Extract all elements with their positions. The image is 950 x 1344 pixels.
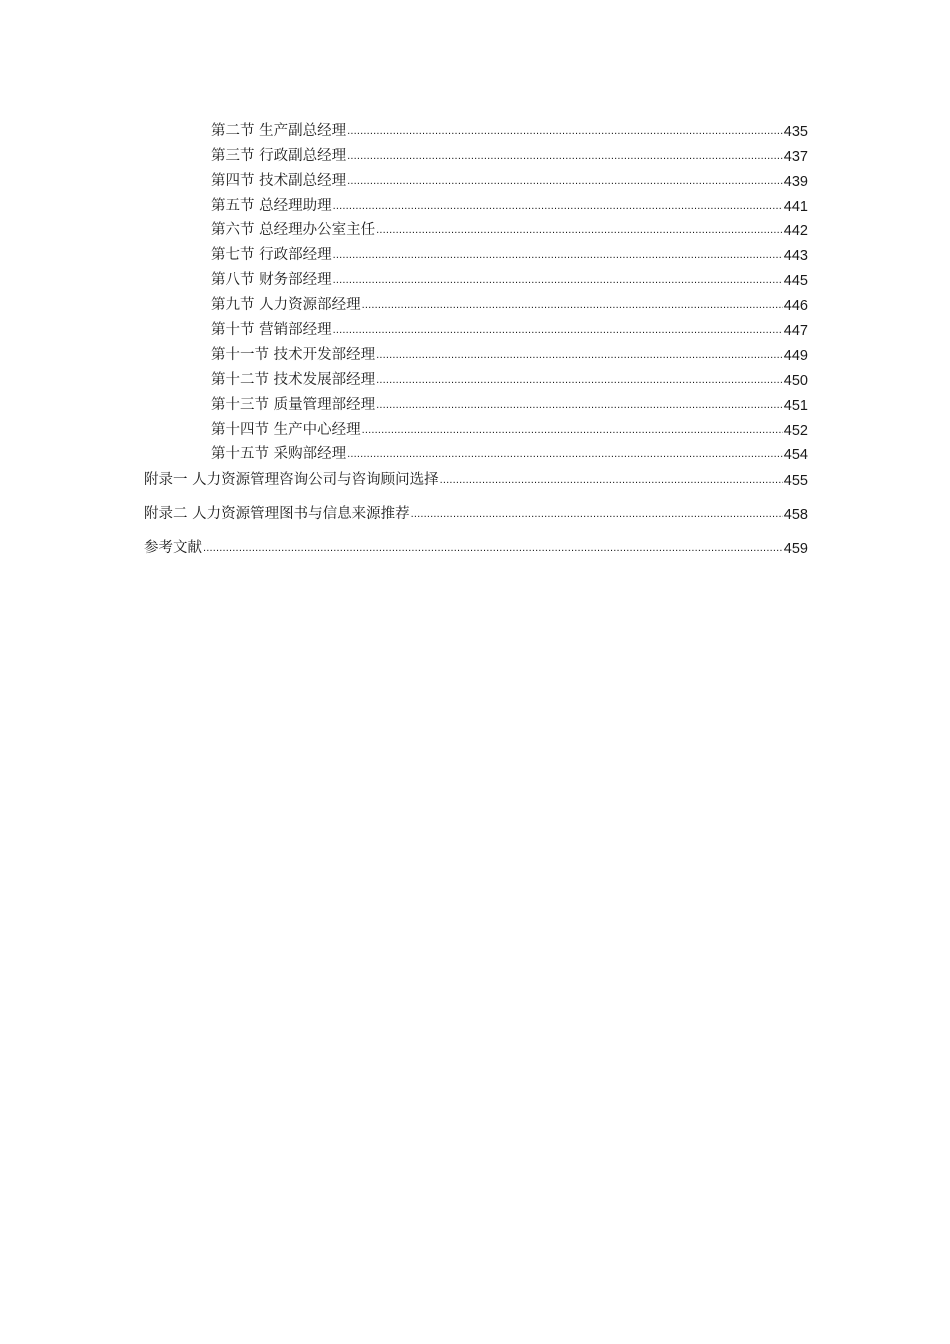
- toc-leader-dots: [411, 509, 783, 520]
- toc-entry-page: 435: [783, 123, 808, 140]
- toc-leader-dots: [347, 176, 783, 187]
- toc-entry-page: 451: [783, 397, 808, 414]
- toc-entry-page: 447: [783, 323, 808, 340]
- toc-leader-dots: [203, 543, 783, 554]
- toc-entry[interactable]: [144, 314, 808, 339]
- toc-entry-title: 第十四节 生产中心经理: [211, 421, 361, 438]
- toc-entry-page: 442: [783, 223, 808, 240]
- toc-entry-title: 第三节 行政副总经理: [211, 147, 347, 164]
- toc-entry-page: 455: [783, 473, 808, 490]
- toc-entry-page: 450: [783, 372, 808, 389]
- table-of-contents: [144, 115, 808, 557]
- toc-leader-dots: [362, 425, 783, 436]
- toc-entry-title: 第十节 营销部经理: [211, 322, 332, 339]
- toc-entry-page: 449: [783, 347, 808, 364]
- toc-entry[interactable]: [144, 439, 808, 464]
- toc-entry-page: 454: [783, 447, 808, 464]
- toc-entry[interactable]: [144, 264, 808, 289]
- toc-leader-dots: [333, 201, 783, 212]
- toc-entry-title: 第五节 总经理助理: [211, 197, 332, 214]
- toc-entry-title: 附录二 人力资源管理图书与信息来源推荐: [144, 506, 410, 523]
- toc-entry-title: 第十五节 采购部经理: [211, 446, 347, 463]
- toc-entry-page: 439: [783, 173, 808, 190]
- toc-leader-dots: [376, 400, 783, 411]
- toc-leader-dots: [333, 250, 783, 261]
- toc-entry[interactable]: [144, 190, 808, 215]
- toc-leader-dots: [362, 300, 783, 311]
- toc-entry[interactable]: [144, 389, 808, 414]
- toc-leader-dots: [333, 325, 783, 336]
- toc-entry[interactable]: [144, 165, 808, 190]
- toc-entry[interactable]: [144, 140, 808, 165]
- toc-entry-title: 第八节 财务部经理: [211, 272, 332, 289]
- toc-entry-page: 452: [783, 422, 808, 439]
- toc-entry-page: 445: [783, 273, 808, 290]
- toc-entry-references[interactable]: [144, 523, 808, 557]
- toc-entry-page: 441: [783, 198, 808, 215]
- toc-leader-dots: [333, 275, 783, 286]
- toc-entry-title: 第七节 行政部经理: [211, 247, 332, 264]
- toc-entry[interactable]: [144, 414, 808, 439]
- toc-entry[interactable]: [144, 115, 808, 140]
- toc-entry-title: 第六节 总经理办公室主任: [211, 222, 376, 239]
- toc-leader-dots: [347, 126, 783, 137]
- toc-leader-dots: [376, 225, 783, 236]
- toc-leader-dots: [440, 475, 783, 486]
- toc-entry-page: 458: [783, 507, 808, 524]
- toc-entry[interactable]: [144, 364, 808, 389]
- toc-entry[interactable]: [144, 289, 808, 314]
- toc-entry-title: 第四节 技术副总经理: [211, 172, 347, 189]
- toc-entry-title: 第九节 人力资源部经理: [211, 297, 361, 314]
- toc-leader-dots: [376, 375, 783, 386]
- toc-leader-dots: [347, 151, 783, 162]
- toc-entry-title: 参考文献: [144, 540, 202, 557]
- toc-entry-appendix[interactable]: [144, 489, 808, 523]
- toc-entry-title: 第十一节 技术开发部经理: [211, 346, 376, 363]
- toc-entry-title: 第十三节 质量管理部经理: [211, 396, 376, 413]
- toc-entry[interactable]: [144, 339, 808, 364]
- toc-entry-page: 446: [783, 298, 808, 315]
- toc-entry-title: 附录一 人力资源管理咨询公司与咨询顾问选择: [144, 472, 439, 489]
- toc-entry-title: 第十二节 技术发展部经理: [211, 371, 376, 388]
- toc-entry[interactable]: [144, 239, 808, 264]
- toc-entry[interactable]: [144, 215, 808, 240]
- toc-entry-appendix[interactable]: [144, 463, 808, 489]
- toc-leader-dots: [347, 449, 783, 460]
- toc-entry-page: 443: [783, 248, 808, 265]
- toc-entry-title: 第二节 生产副总经理: [211, 122, 347, 139]
- toc-entry-page: 437: [783, 148, 808, 165]
- toc-leader-dots: [376, 350, 783, 361]
- toc-entry-page: 459: [783, 541, 808, 558]
